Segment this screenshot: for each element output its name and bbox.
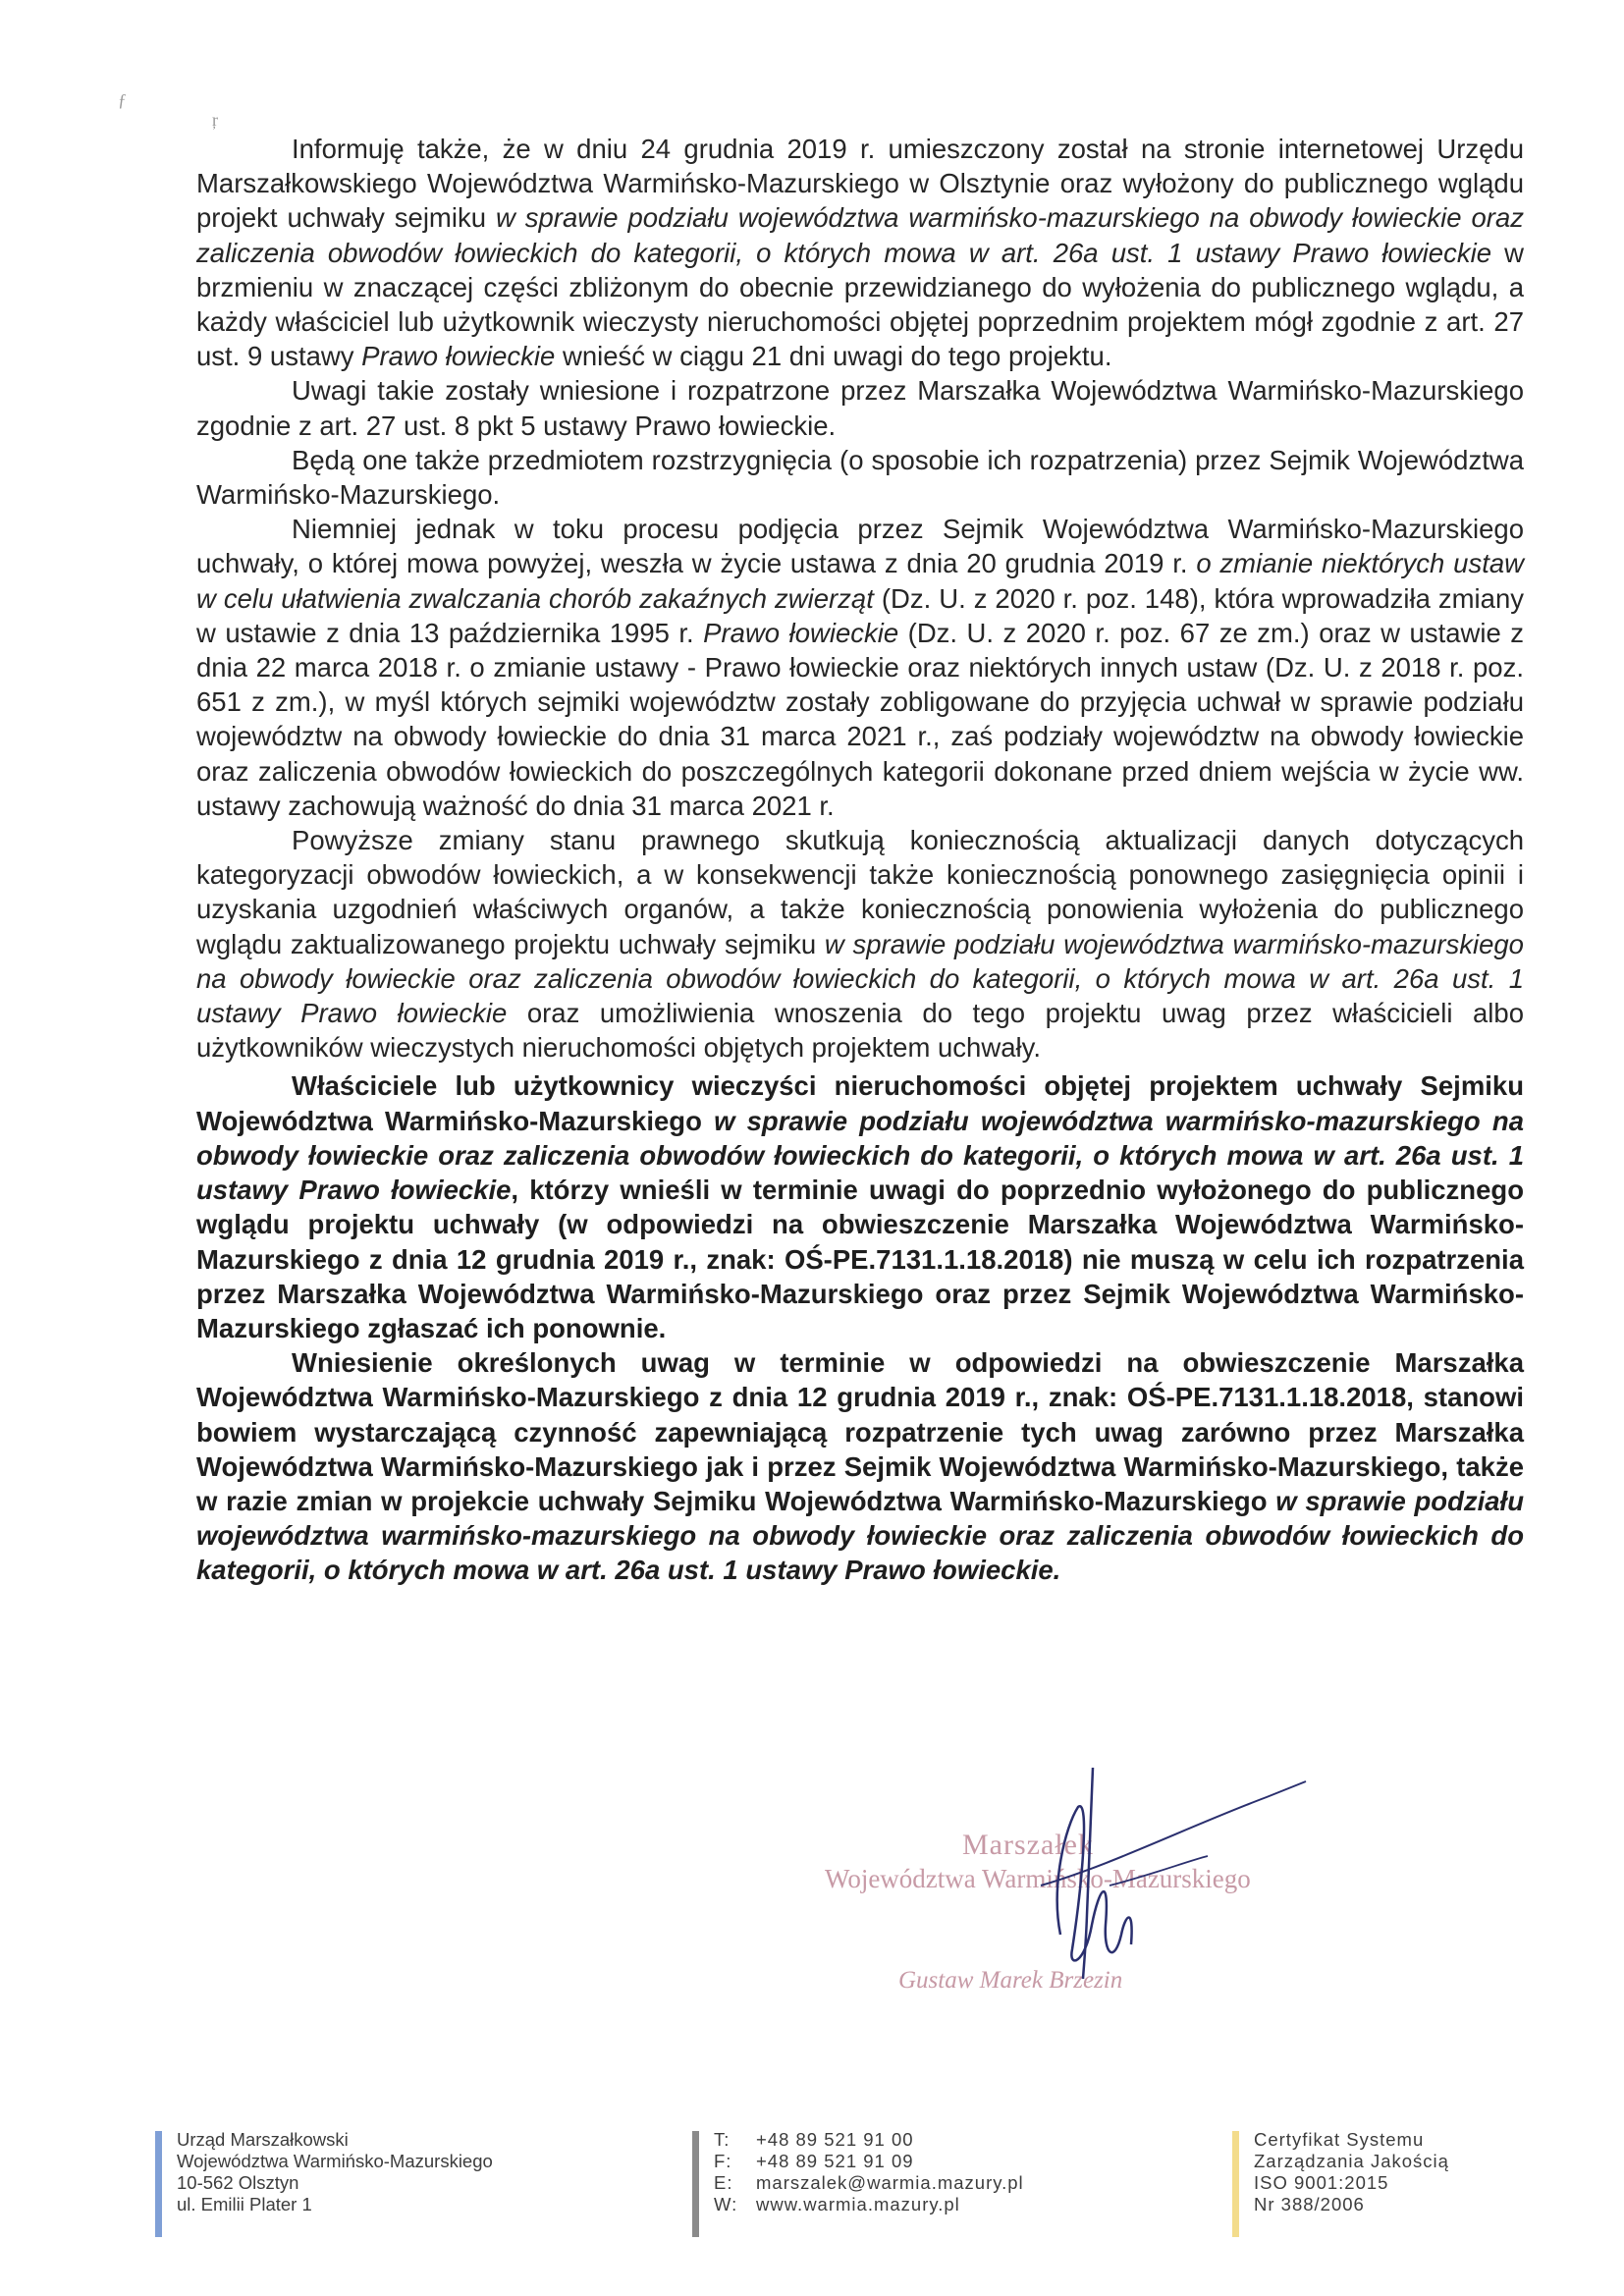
scan-artifact: ƒ [118, 90, 127, 110]
office-postal: 10-562 Olsztyn [177, 2172, 299, 2193]
text-segment: Będą one także przedmiotem rozstrzygnięcia (o sposobie ich rozpatrzenia) przez Sejmik Województwa Warmińsko-Mazurskiego. [196, 444, 1524, 511]
text-segment: oraz umożliwienia wnoszenia do tego projektu uwag przez właścicieli albo użytkowników wieczystych nieruchomości objętych projektem uchwały. [196, 998, 1524, 1064]
stamp-title: Marszałek [962, 1829, 1094, 1861]
contact-value: marszalek@warmia.mazury.pl [756, 2172, 1024, 2193]
italic-segment: w sprawie podziału województwa warmińsko-mazurskiego na obwody łowieckie oraz zaliczenia obwodów łowieckich do kategorii, o których mowa w art. 26a ust. 1 ustawy Prawo łowieckie [196, 928, 1524, 1029]
office-street: ul. Emilii Plater 1 [177, 2194, 312, 2214]
paragraph [196, 823, 1524, 1065]
text-segment: Właściciele lub użytkownicy wieczyści nieruchomości objętej projektem uchwały Sejmiku Województwa Warmińsko-Mazurskiego [196, 1070, 1524, 1136]
italic-segment: o zmianie niektórych ustaw w celu ułatwienia zwalczania chorób zakaźnych zwierząt [196, 548, 1524, 614]
handwritten-signature-icon [815, 1768, 1326, 2003]
footer-office-address [177, 2129, 609, 2215]
paragraph [196, 1345, 1524, 1587]
paragraph [196, 373, 1524, 442]
letter-body [196, 132, 1524, 1588]
certificate-line2: Zarządzania Jakością [1254, 2151, 1449, 2171]
text-segment: , którzy wnieśli w terminie uwagi do poprzednio wyłożonego do publicznego wglądu projektu uchwały (w odpowiedzi na obwieszczenie Marszałka Województwa Warmińsko-Mazurskiego z dnia 12 grudnia 2019 r., znak: OŚ-PE.7131.1.18.2018) nie muszą w celu ich rozpatrzenia przez Marszałka Województwa Warmińsko-Mazurskiego oraz przez Sejmik Województwa Warmińsko-Mazurskiego zgłaszać ich ponownie. [196, 1175, 1524, 1343]
text-segment: Uwagi takie zostały wniesione i rozpatrzone przez Marszałka Województwa Warmińsko-Mazurskiego zgodnie z art. 27 ust. 8 pkt 5 ustawy Prawo łowieckie. [196, 375, 1524, 441]
text-segment: (Dz. U. z 2020 r. poz. 67 ze zm.) oraz w ustawie z dnia 22 marca 2018 r. o zmianie ustawy - Prawo łowieckie oraz niektórych innych ustaw (Dz. U. z 2018 r. poz. 651 z zm.), w myśl których sejmiki województw zostały zobligowane do przyjęcia uchwał w sprawie podziału województw na obwody łowieckie do dnia 31 marca 2021 r., zaś podziały województw na obwody łowieckie oraz zaliczenia obwodów łowieckich do poszczególnych kategorii dokonane przed dniem wejścia w życie ww. ustawy zachowują ważność do dnia 31 marca 2021 r. [196, 617, 1524, 821]
contact-key: E: [714, 2172, 733, 2193]
footer-certificate [1254, 2129, 1548, 2215]
certificate-line1: Certyfikat Systemu [1254, 2129, 1425, 2150]
certificate-line4: Nr 388/2006 [1254, 2194, 1365, 2214]
italic-segment: w sprawie podziału województwa warmińsko-mazurskiego na obwody łowieckie oraz zaliczenia obwodów łowieckich do kategorii, o których mowa w art. 26a ust. 1 ustawy Prawo łowieckie [196, 1105, 1524, 1206]
text-segment: wnieść w ciągu 21 dni uwagi do tego projektu. [555, 341, 1112, 372]
office-name-line2: Województwa Warmińsko-Mazurskiego [177, 2151, 493, 2171]
contact-key: F: [714, 2151, 732, 2171]
office-name-line1: Urząd Marszałkowski [177, 2129, 349, 2150]
footer-accent-bar [1232, 2131, 1239, 2237]
italic-segment: w sprawie podziału województwa warmińsko-mazurskiego na obwody łowieckie oraz zaliczenia obwodów łowieckich do kategorii, o których mowa w art. 26a ust. 1 ustawy Prawo łowieckie [196, 202, 1524, 268]
contact-key: W: [714, 2194, 738, 2214]
text-segment: w brzmieniu w znaczącej części zbliżonym do obecnie przewidzianego do wyłożenia do publicznego wglądu, a każdy właściciel lub użytkownik wieczysty nieruchomości objętej poprzednim projektem mógł zgodnie z art. 27 ust. 9 ustawy [196, 237, 1524, 372]
paragraph [196, 443, 1524, 512]
footer-contact [714, 2129, 1107, 2215]
contact-website [714, 2194, 1107, 2215]
signature-stamp [815, 1768, 1326, 2003]
scan-artifact: ŗ [212, 110, 218, 130]
text-segment: (Dz. U. z 2020 r. poz. 148), która wprowadziła zmiany w ustawie z dnia 13 października 1995 r. [196, 582, 1524, 648]
paragraph [196, 1068, 1524, 1345]
italic-segment: Prawo łowieckie [361, 341, 556, 372]
contact-value: +48 89 521 91 09 [756, 2151, 914, 2171]
text-segment: Niemniej jednak w toku procesu podjęcia przez Sejmik Województwa Warmińsko-Mazurskiego uchwały, o której mowa powyżej, weszła w życie ustawa z dnia 20 grudnia 2019 r. [196, 514, 1524, 579]
footer-accent-bar [692, 2131, 699, 2237]
contact-email [714, 2172, 1107, 2194]
stamp-name: Gustaw Marek Brzezin [898, 1967, 1123, 1994]
contact-phone [714, 2129, 1107, 2151]
footer-accent-bar [155, 2131, 162, 2237]
contact-fax [714, 2151, 1107, 2172]
contact-key: T: [714, 2129, 731, 2150]
text-segment: Informuję także, że w dniu 24 grudnia 2019 r. umieszczony został na stronie internetowej Urzędu Marszałkowskiego Województwa Warmińsko-Mazurskiego w Olsztynie oraz wyłożony do publicznego wglądu projekt uchwały sejmiku [196, 134, 1524, 234]
italic-segment: w sprawie podziału województwa warmińsko-mazurskiego na obwody łowieckie oraz zaliczenia obwodów łowieckich do kategorii, o których mowa w art. 26a ust. 1 ustawy Prawo łowieckie. [196, 1485, 1524, 1586]
contact-value: +48 89 521 91 00 [756, 2129, 914, 2150]
certificate-line3: ISO 9001:2015 [1254, 2172, 1389, 2193]
contact-value: www.warmia.mazury.pl [756, 2194, 960, 2214]
paragraph [196, 132, 1524, 373]
paragraph [196, 512, 1524, 823]
italic-segment: Prawo łowieckie [703, 617, 899, 648]
text-segment: Wniesienie określonych uwag w terminie w odpowiedzi na obwieszczenie Marszałka Województwa Warmińsko-Mazurskiego z dnia 12 grudnia 2019 r., znak: OŚ-PE.7131.1.18.2018, stanowi bowiem wystarczającą czynność zapewniającą rozpatrzenie tych uwag zarówno przez Marszałka Województwa Warmińsko-Mazurskiego jak i przez Sejmik Województwa Warmińsko-Mazurskiego, także w razie zmian w projekcie uchwały Sejmiku Województwa Warmińsko-Mazurskiego [196, 1347, 1524, 1516]
stamp-office: Województwa Warmińsko-Mazurskiego [825, 1864, 1251, 1893]
text-segment: Powyższe zmiany stanu prawnego skutkują koniecznością aktualizacji danych dotyczących kategoryzacji obwodów łowieckich, a w konsekwencji także koniecznością ponownego zasięgnięcia opinii i uzyskania uzgodnień właściwych organów, a także koniecznością ponowienia wyłożenia do publicznego wglądu zaktualizowanego projektu uchwały sejmiku [196, 825, 1524, 959]
